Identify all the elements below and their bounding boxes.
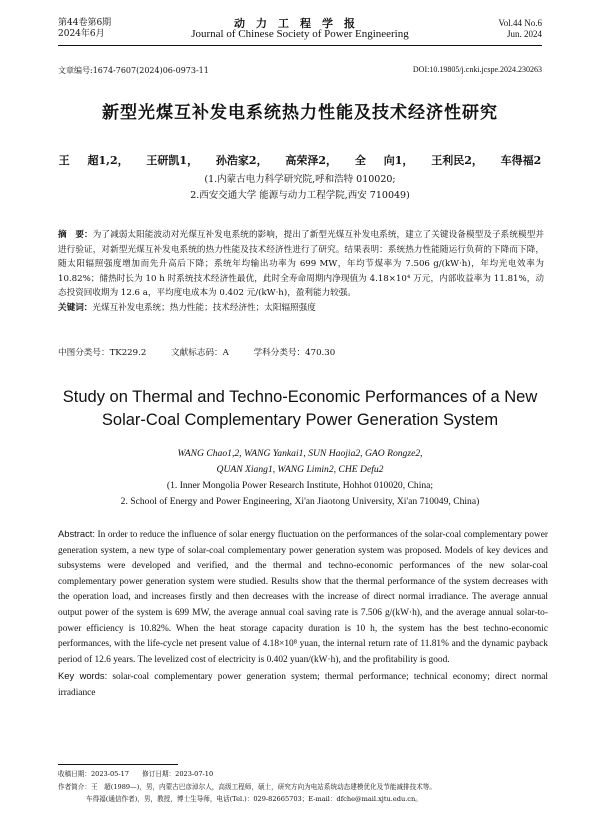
affiliations-cn (0, 172, 600, 204)
keywords-en-text: solar-coal complementary power generation system; thermal performance; technical economy; direct normal irradiance (58, 672, 549, 698)
journal-title-cn: 动力工程学报 (234, 17, 366, 30)
doi[interactable]: DOI:10.19805/j.cnki.jcspe.2024.230263 (412, 65, 542, 74)
classification-line (58, 346, 357, 358)
authors-en (0, 446, 600, 478)
header-rule (58, 45, 542, 46)
footnote-rule (58, 764, 178, 765)
affiliation-cn-1: (1.内蒙古电力科学研究院,呼和浩特 010020; (204, 174, 396, 185)
date-en: Jun. 2024 (506, 29, 542, 39)
affiliation-en-1: (1. Inner Mongolia Power Research Institute, Hohhot 010020, China; (166, 480, 434, 491)
abstract-en-label: Abstract: (58, 528, 95, 539)
keywords-cn-label: 关键词： (58, 302, 93, 313)
abstract-cn (58, 228, 544, 315)
journal-title-en: Journal of Chinese Society of Power Engineering (191, 28, 409, 40)
affiliation-cn-2: 2.西安交通大学 能源与动力工程学院,西安 710049) (190, 190, 410, 201)
corresponding-author: 车得福(通信作者)，男，教授，博士生导师，电话(Tel.)：029-82665703；E-mail：dfche@mail.xjtu.edu.cn。 (86, 795, 422, 803)
abstract-cn-text: 为了减弱太阳能波动对光煤互补发电系统的影响，提出了新型光煤互补发电系统，建立了关键设备模型及子系统模型并进行验证，对新型光煤互补发电系统的热力性能及技术经济性进行了研究。结果表明：系统热力性能随运行负荷的下降而下降，随太阳辐照强度增加而先升高后下降；系统年均输出功率为 699 MW，年均节煤率为 7.506 g/(kW·h)，年均光电效率为 10.82%；储热时长为 10 h 时系统技术经济性最优，此时全寿命周期内净现值为 4.18×10⁴ 万元，内部收益率为 11.81%，动态投资回收期为 12.6 a，平均度电成本为 0.402 元/(kW·h)，盈利能力较强。 (58, 230, 544, 298)
abstract-en-text: In order to reduce the influence of solar energy fluctuation on the performances of the solar-coal complementary power generation system, a new type of solar-coal complementary power generation system was proposed. Models of key devices and subsystems were developed and verified, and the thermal and techno-economic performances of the new solar-coal complementary power generation system were studied. Results show that the thermal performance of the system decreases with the operation load, and increases firstly and then decreases with the increase of direct normal irradiance. The average annual output power of the system is 699 MW, the average annual coal saving rate is 7.506 g/(kW·h), and the average annual solar-to-power efficiency is 10.82%. When the heat storage capacity duration is 10 h, the system has the best techno-economic performances, with the life-cycle net present value of 4.18×10⁸ yuan, the internal return rate of 11.81% and the dynamic payback period of 12.6 years. The levelized cost of electricity is 0.402 yuan/(kW·h), and the profitability is good. (58, 530, 548, 665)
abstract-en (58, 526, 548, 702)
affiliations-en (0, 478, 600, 510)
received-dates: 收稿日期：2023-05-17 修订日期：2023-07-10 (58, 770, 214, 778)
affiliation-en-2: 2. School of Energy and Power Engineering, Xi'an Jiaotong University, Xi'an 710049, China) (120, 496, 480, 507)
author-bio: 作者简介：王 超(1989—)，男，内蒙古巴彦淖尔人，高级工程师，硕士，研究方向为电站系统动态建模优化及节能减排技术等。 (58, 782, 436, 791)
abstract-cn-label: 摘 要： (58, 230, 93, 240)
authors-cn: 王 超1,2， 王研凯1， 孙浩家2， 高荣泽2， 全 向1， 王利民2， 车得福2 (58, 154, 542, 167)
date-cn: 2024年6月 (58, 29, 105, 39)
clc-number: 中图分类号：TK229.2 (58, 348, 147, 358)
volume-en: Vol.44 No.6 (498, 18, 542, 28)
title-en-line1: Study on Thermal and Techno-Economic Performances of a New (62, 388, 538, 406)
footnotes (58, 768, 548, 806)
paper-title-en (0, 386, 600, 432)
title-en-line2: Solar-Coal Complementary Power Generation System (101, 411, 499, 429)
authors-en-line1: WANG Chao1,2, WANG Yankai1, SUN Haojia2, GAO Rongze2, (177, 448, 423, 459)
header-volume-en (498, 18, 542, 40)
keywords-cn-text: 光煤互补发电系统；热力性能；技术经济性；太阳辐照强度 (92, 302, 316, 313)
paper-title-cn: 新型光煤互补发电系统热力性能及技术经济性研究 (102, 103, 498, 123)
article-number: 文章编号:1674-7607(2024)06-0973-11 (58, 66, 209, 75)
volume-cn: 第44卷第6期 (58, 18, 112, 28)
authors-en-line2: QUAN Xiang1, WANG Limin2, CHE Defu2 (216, 464, 384, 475)
keywords-en-label: Key words: (58, 670, 108, 682)
doc-code: 文献标志码：A (171, 348, 229, 358)
subject-code: 学科分类号：470.30 (253, 348, 336, 358)
